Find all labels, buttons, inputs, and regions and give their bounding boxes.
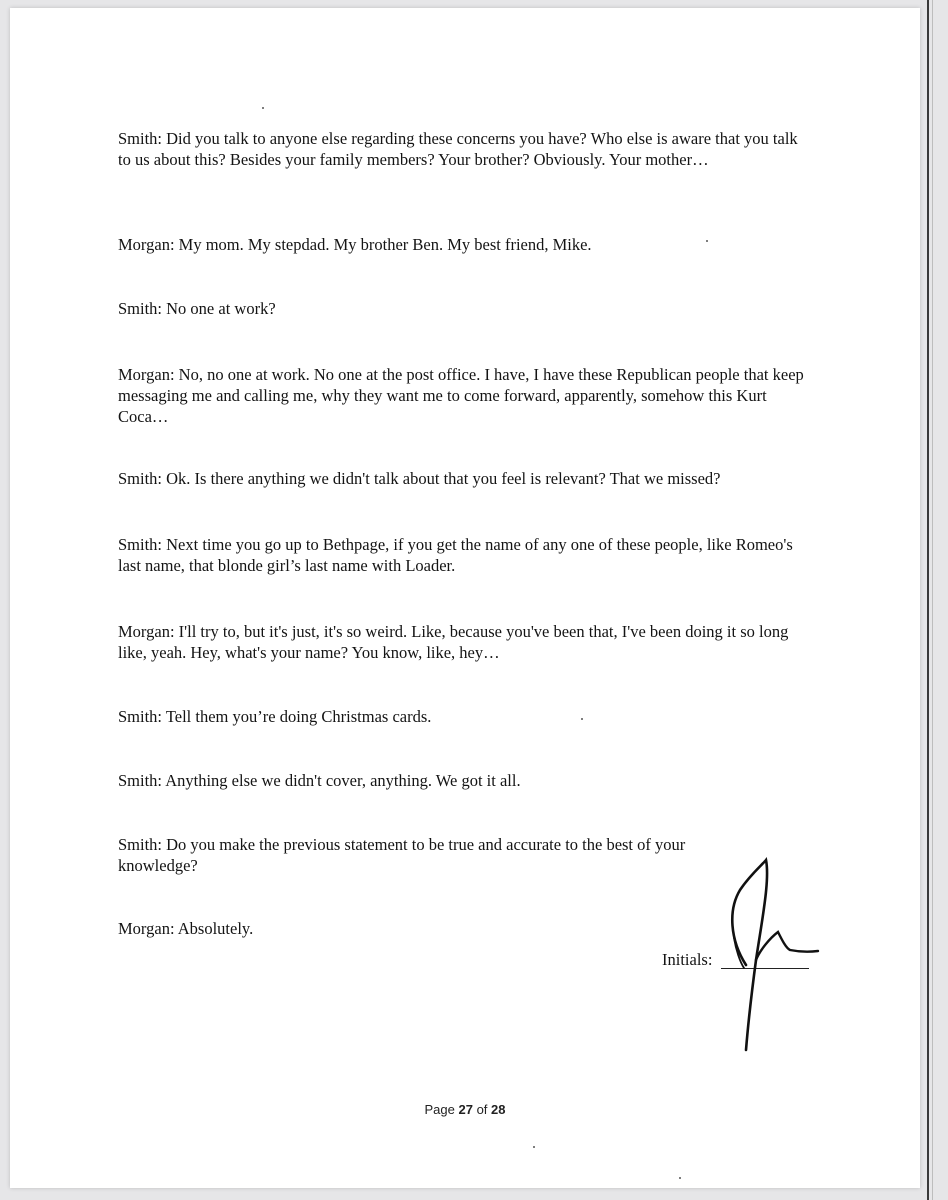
scan-speck xyxy=(262,107,264,109)
scan-speck xyxy=(533,1146,535,1148)
footer-total-pages: 28 xyxy=(491,1102,506,1117)
page-footer xyxy=(0,1102,930,1117)
initials-label: Initials: xyxy=(662,950,713,969)
transcript-paragraph: Smith: Anything else we didn't cover, anything. We got it all. xyxy=(118,771,521,790)
transcript-paragraph: Smith: Ok. Is there anything we didn't talk about that you feel is relevant? That we missed? xyxy=(118,469,721,488)
transcript-paragraph: Morgan: My mom. My stepdad. My brother Ben. My best friend, Mike. xyxy=(118,235,592,254)
scan-edge-line-faint xyxy=(932,0,933,1200)
scan-edge-line xyxy=(927,0,929,1200)
scan-speck xyxy=(679,1177,681,1179)
transcript-paragraph: Morgan: Absolutely. xyxy=(118,919,254,938)
handwritten-initials-signature xyxy=(700,850,830,1060)
transcript-paragraph: Smith: Did you talk to anyone else regarding these concerns you have? Who else is aware that you talk to us about this? Besides your family members? Your brother? Obviously. Your mother… xyxy=(118,129,798,169)
transcript-paragraph: Smith: Do you make the previous statement to be true and accurate to the best of your knowledge? xyxy=(118,835,686,875)
transcript-paragraph: Morgan: No, no one at work. No one at the post office. I have, I have these Republican people that keep messaging me and calling me, why they want me to come forward, apparently, somehow this Kurt Coca… xyxy=(118,365,804,426)
transcript-paragraph: Smith: No one at work? xyxy=(118,299,276,318)
footer-current-page: 27 xyxy=(458,1102,473,1117)
footer-page-prefix: Page xyxy=(424,1102,459,1117)
transcript-paragraph: Smith: Tell them you’re doing Christmas cards. xyxy=(118,707,432,726)
transcript-paragraph: Smith: Next time you go up to Bethpage, if you get the name of any one of these people, like Romeo's last name, that blonde girl’s last name with Loader. xyxy=(118,535,793,575)
transcript-paragraph: Morgan: I'll try to, but it's just, it's so weird. Like, because you've been that, I've been doing it so long like, yeah. Hey, what's your name? You know, like, hey… xyxy=(118,622,789,662)
footer-page-of: of xyxy=(472,1102,492,1117)
